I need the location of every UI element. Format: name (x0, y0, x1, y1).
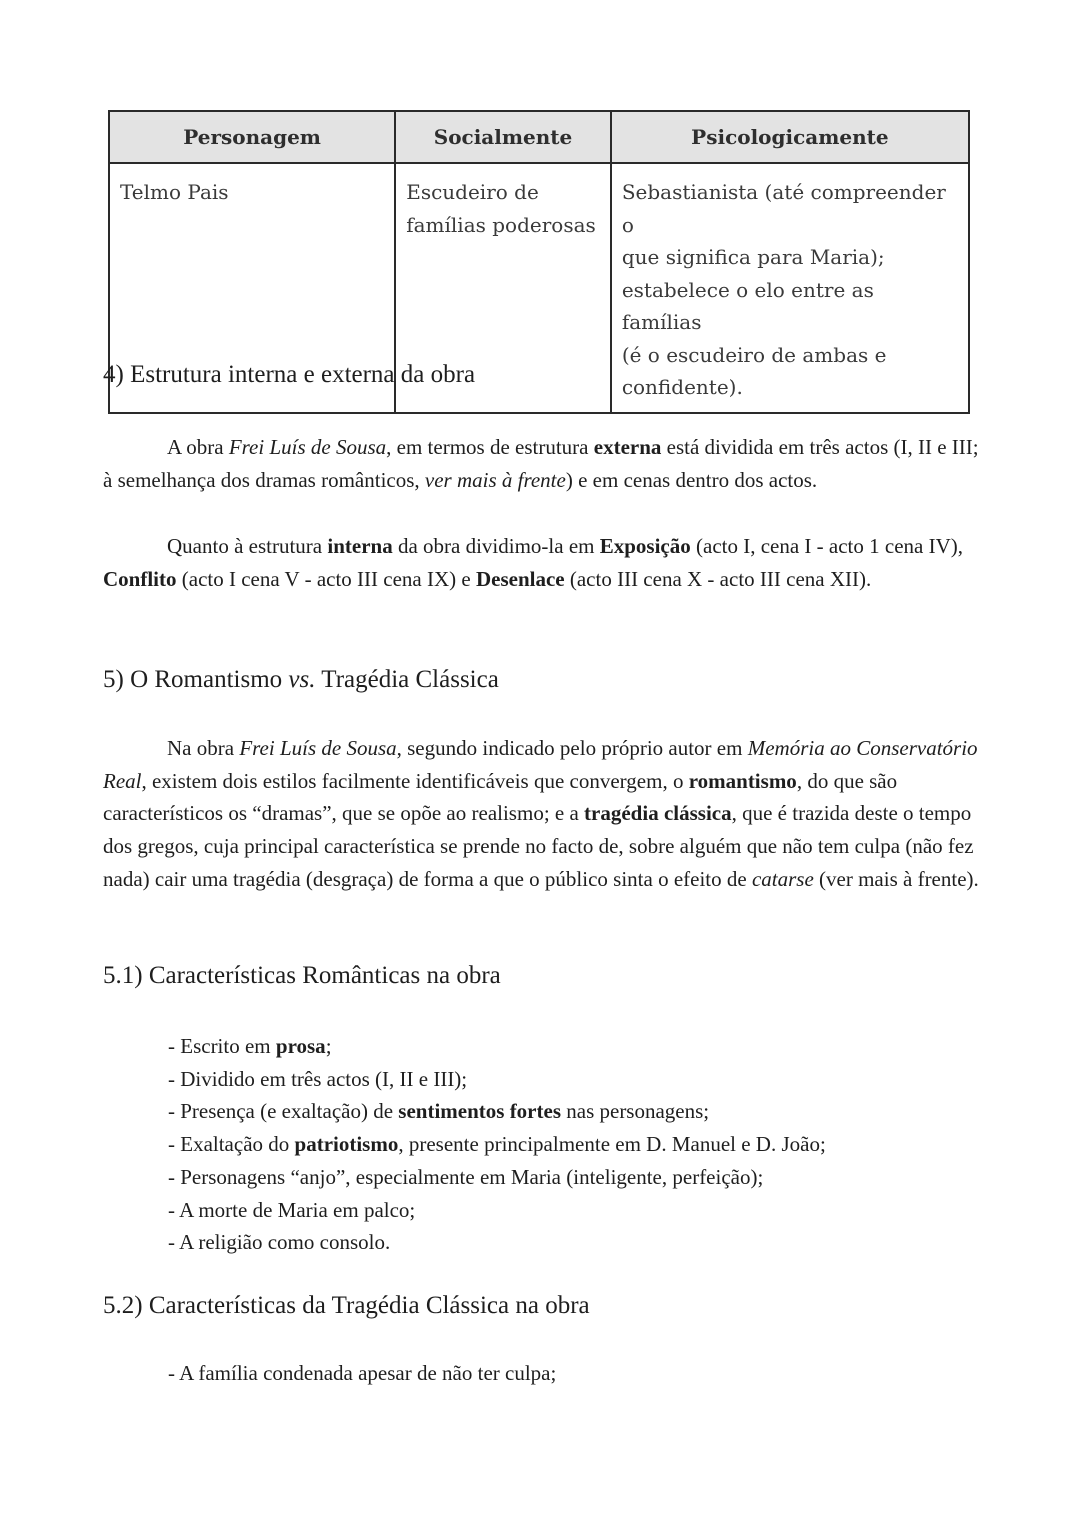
text-run: , existem dois estilos facilmente identificáveis que convergem, o (141, 768, 689, 793)
romantic-features-list (168, 1030, 826, 1259)
section-5-1-heading: 5.1) Características Românticas na obra (103, 962, 501, 989)
list-item: - Dividido em três actos (I, II e III); (168, 1066, 468, 1091)
list-item: - Escrito em prosa; (168, 1034, 332, 1058)
list-item: - Exaltação do patriotismo, presente principalmente em D. Manuel e D. João; (168, 1132, 826, 1157)
cell-line: que significa para Maria); (621, 245, 885, 269)
list-item: - A família condenada apesar de não ter culpa; (168, 1361, 557, 1385)
text-run: , segundo indicado pelo próprio autor em (396, 736, 748, 760)
cell-text: Telmo Pais (120, 180, 229, 204)
bold-term: Desenlace (475, 566, 565, 591)
cell-psicologicamente (611, 163, 969, 413)
bold-term: romantismo (688, 768, 797, 793)
italic-title: Memória ao Conservatório Real (103, 736, 978, 793)
italic-term: catarse (751, 866, 814, 891)
text-run: , que é trazida deste o tempo dos gregos, cuja principal característica se prende no facto de, sobre alguém que não tem culpa (não fez nada) cair uma tragédia (desgraça) de forma a que o público sinta o efeito de (103, 801, 974, 891)
section-5-paragraph (103, 732, 983, 896)
heading-text: 5) O Romantismo (103, 666, 289, 693)
text-run: (ver mais à frente). (813, 866, 979, 891)
cell-line: Escudeiro de (406, 180, 539, 204)
list-item: - A religião como consolo. (168, 1230, 391, 1255)
section-4-heading: 4) Estrutura interna e externa da obra (103, 361, 476, 388)
italic-title: Frei Luís de Sousa (239, 736, 397, 760)
text-run: , em termos de estrutura (386, 435, 594, 459)
section-5-heading (103, 666, 499, 694)
text-run: Quanto à estrutura (167, 534, 328, 558)
bold-term: interna (327, 534, 393, 558)
cell-line: estabelece o elo entre as famílias (621, 277, 874, 334)
cell-line: famílias poderosas (406, 212, 596, 237)
section-4-paragraph-1 (103, 431, 983, 496)
text-run: , do que são característicos os “dramas”, que se opõe ao realismo; e a (103, 768, 898, 826)
text-run: Na obra (167, 736, 240, 760)
heading-text: Tragédia Clássica (315, 666, 499, 693)
section-4-paragraph-2 (103, 530, 983, 595)
text-run: A obra (167, 435, 229, 459)
bold-term: Exposição (599, 534, 691, 558)
text-run: (acto I, cena I - acto 1 cena IV), (690, 534, 964, 558)
cell-line: confidente). (621, 375, 743, 399)
header-socialmente: Socialmente (395, 111, 611, 163)
text-run: está dividida em três actos (I, II e III; à semelhança dos dramas românticos, (103, 435, 979, 492)
text-run: ) e em cenas dentro dos actos. (565, 467, 818, 492)
heading-italic: vs. (288, 666, 316, 693)
bold-term: externa (593, 435, 662, 459)
text-run: da obra dividimo-la em (392, 534, 600, 558)
italic-note: ver mais à frente (424, 467, 566, 492)
text-run: (acto III cena X - acto III cena XII). (564, 566, 872, 591)
list-item: - Personagens “anjo”, especialmente em Maria (inteligente, perfeição); (168, 1164, 764, 1189)
bold-term: tragédia clássica (584, 801, 732, 826)
italic-title: Frei Luís de Sousa (228, 435, 387, 459)
cell-line: (é o escudeiro de ambas e (621, 342, 887, 367)
bold-term: Conflito (103, 566, 177, 591)
header-psicologicamente: Psicologicamente (611, 111, 969, 163)
list-item: - Presença (e exaltação) de sentimentos fortes nas personagens; (168, 1099, 710, 1124)
cell-line: Sebastianista (até compreender o (621, 180, 946, 237)
header-personagem: Personagem (109, 111, 395, 163)
text-run: (acto I cena V - acto III cena IX) e (176, 566, 476, 591)
list-item: - A morte de Maria em palco; (168, 1197, 416, 1222)
section-5-2-heading: 5.2) Características da Tragédia Clássica na obra (103, 1292, 590, 1319)
table-header-row (109, 111, 969, 163)
tragedy-features-list (168, 1357, 556, 1390)
